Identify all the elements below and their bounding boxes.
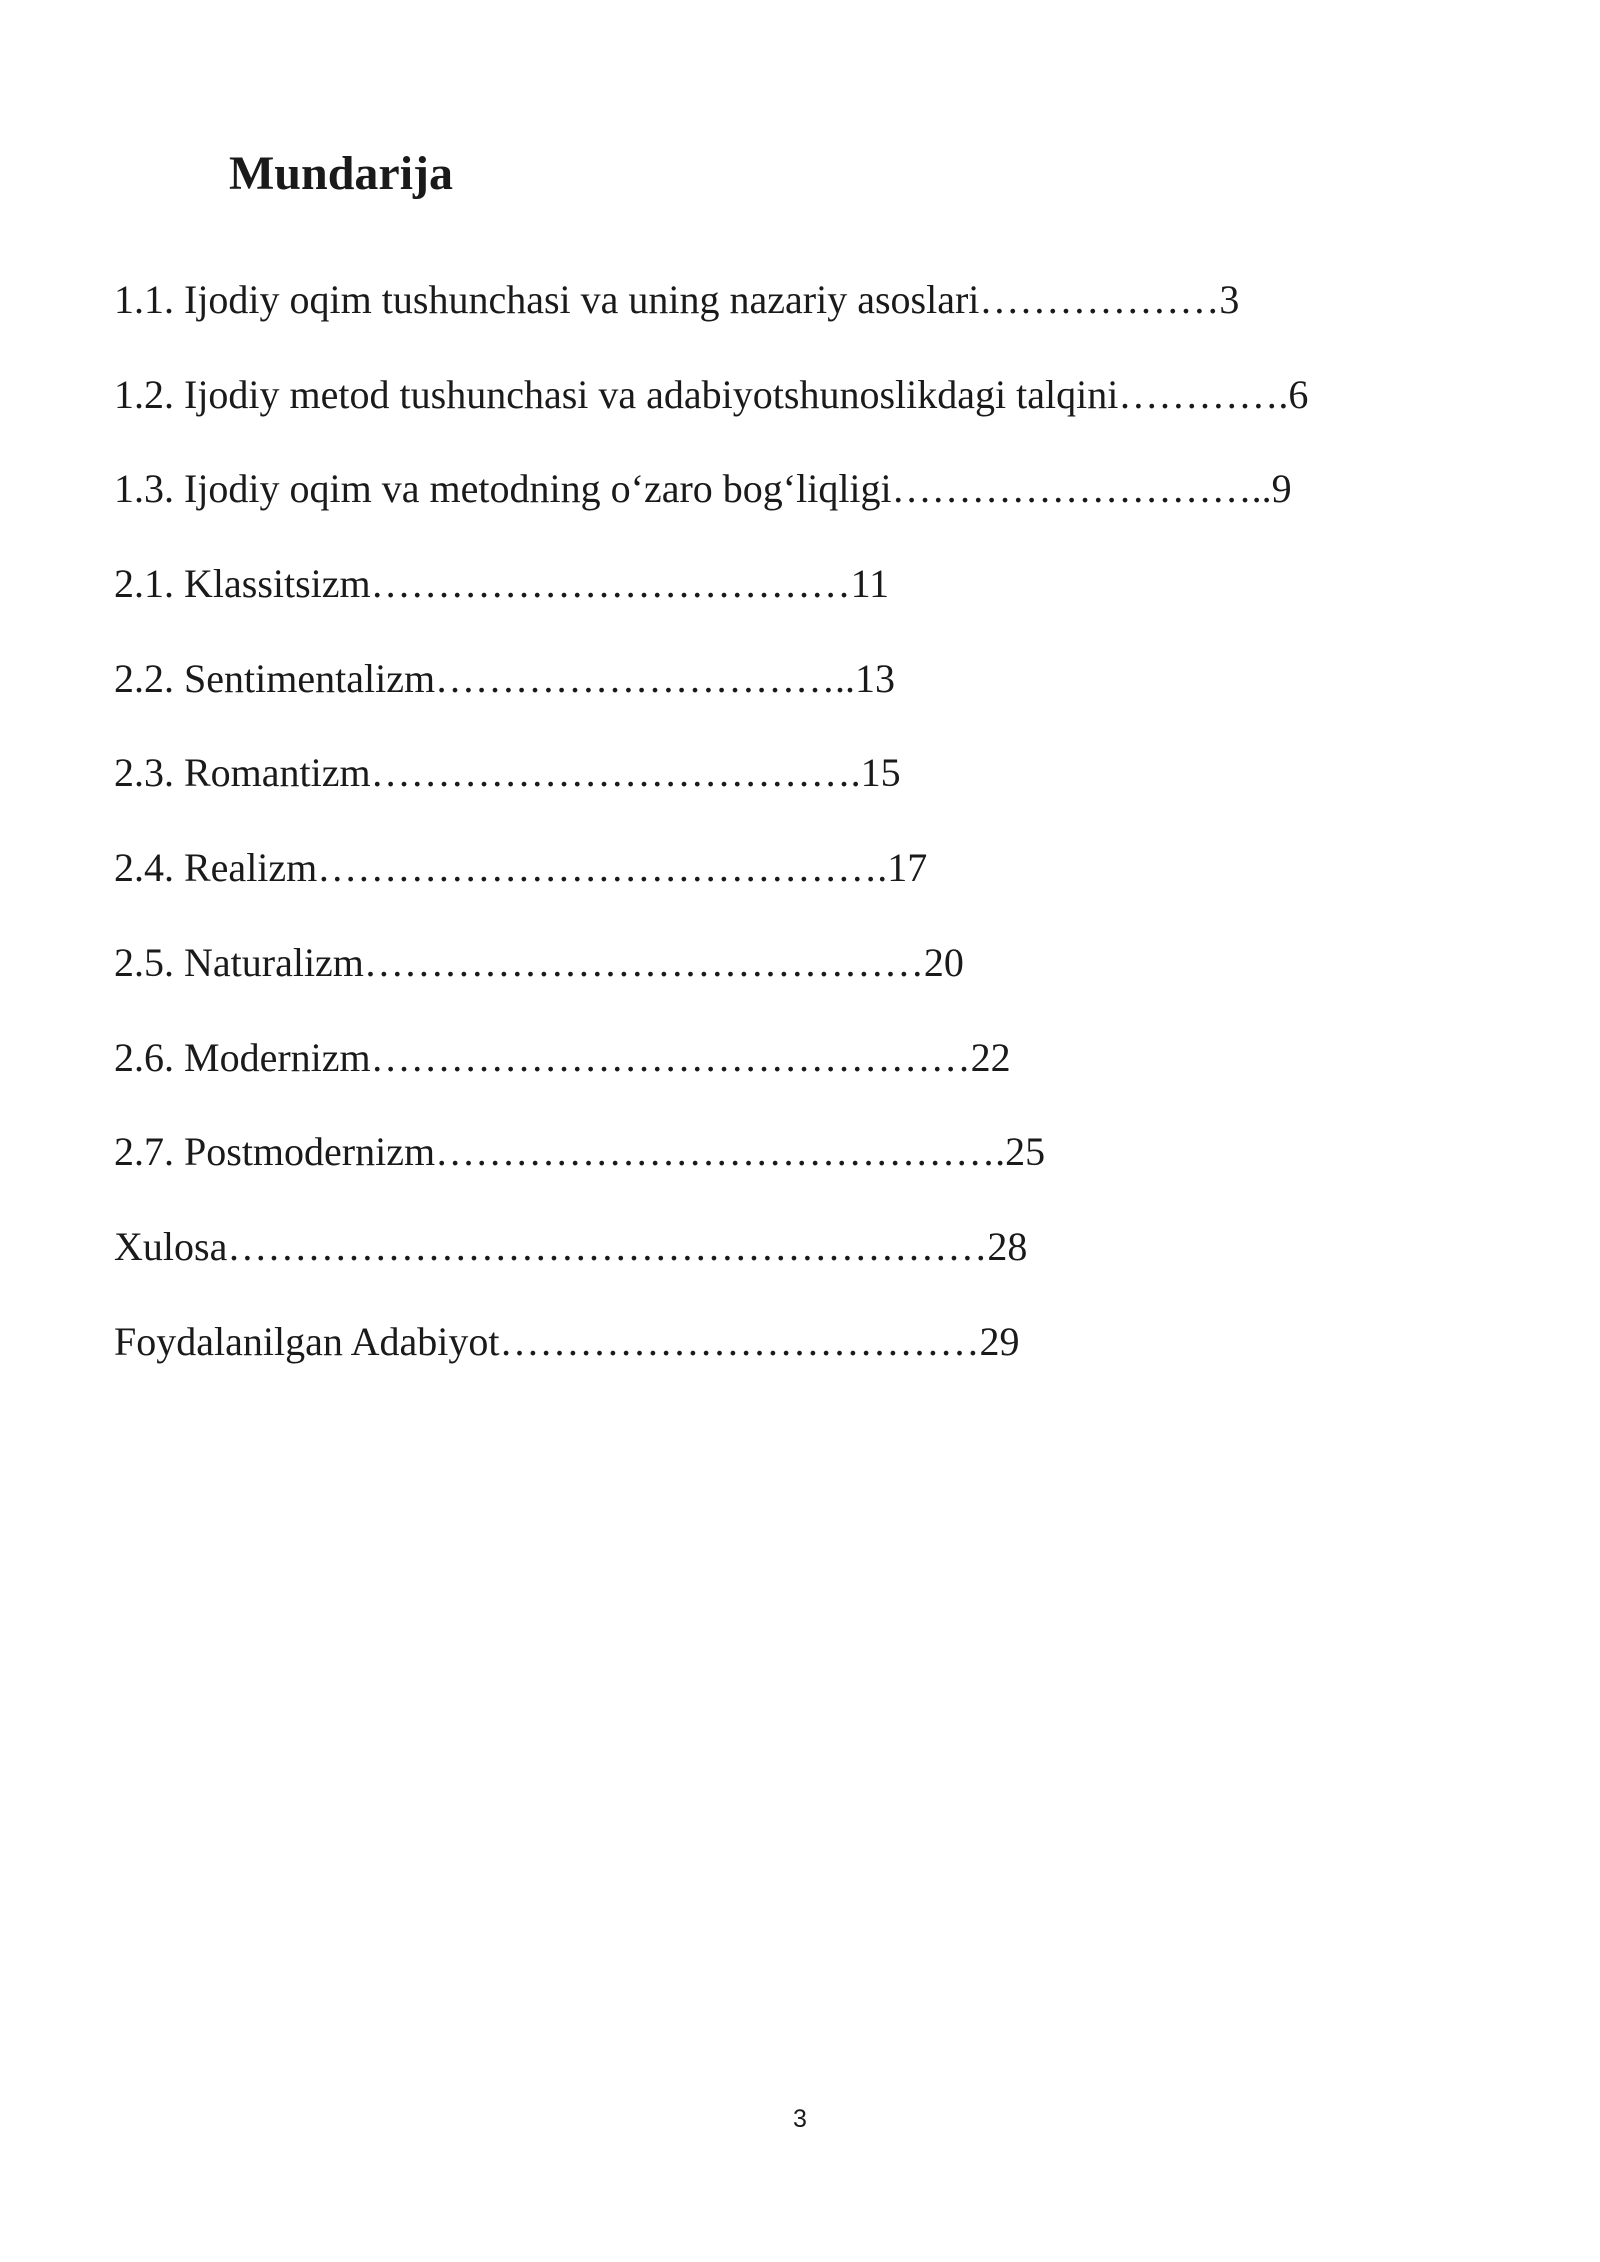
- table-of-contents: [114, 277, 1309, 1416]
- toc-entry: 2.5. Naturalizm……………………………………20: [114, 939, 964, 985]
- page-number: 3: [793, 2105, 807, 2133]
- toc-entry: 2.4. Realizm…………………………………….17: [114, 845, 928, 891]
- toc-entry: 2.2. Sentimentalizm…………………………..13: [114, 655, 896, 701]
- toc-entry: 1.1. Ijodiy oqim tushunchasi va uning nazariy asoslari………………3: [114, 277, 1240, 322]
- toc-entry: Xulosa…………………………………………………28: [114, 1223, 1028, 1269]
- page-title: Mundarija: [229, 147, 454, 200]
- toc-entry: 2.1. Klassitsizm………………………………11: [114, 561, 890, 607]
- toc-entry: 2.3. Romantizm……………………………….15: [114, 750, 901, 796]
- toc-entry: Foydalanilgan Adabiyot………………………………29: [114, 1318, 1020, 1364]
- toc-entry: 1.3. Ijodiy oqim va metodning o‘zaro bog‘liqligi………………………..9: [114, 466, 1292, 512]
- toc-entry: 2.6. Modernizm………………………………………22: [114, 1034, 1011, 1080]
- toc-entry: 1.2. Ijodiy metod tushunchasi va adabiyotshunoslikdagi talqini………….6: [114, 371, 1309, 417]
- toc-entry: 2.7. Postmodernizm…………………………………….25: [114, 1129, 1046, 1175]
